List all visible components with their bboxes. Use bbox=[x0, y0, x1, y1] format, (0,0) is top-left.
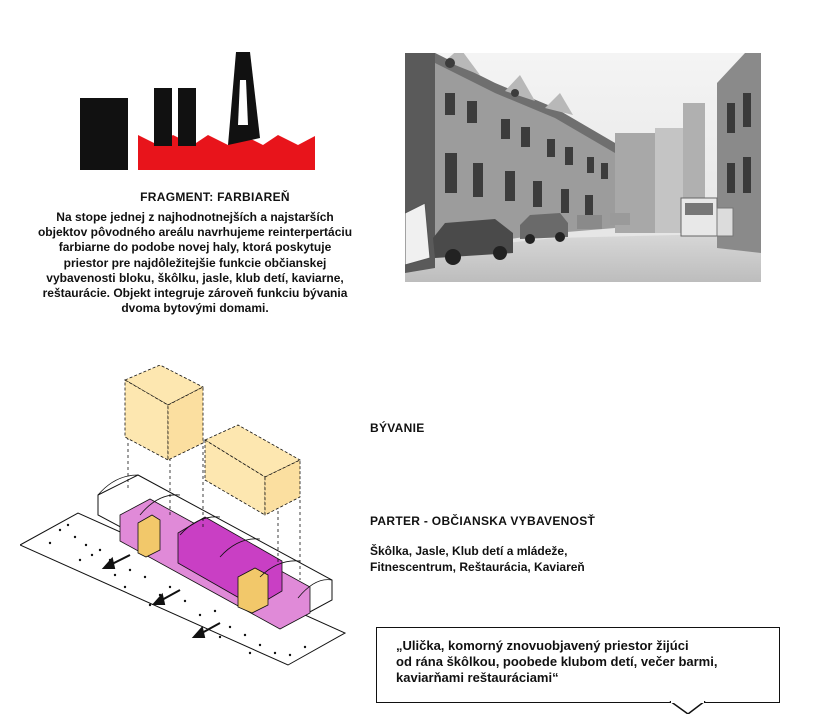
ground-floor-label: PARTER - OBČIANSKA VYBAVENOSŤ bbox=[370, 514, 596, 528]
functions-line: Škôlka, Jasle, Klub detí a mládeže, bbox=[370, 544, 568, 558]
description-line: objektov pôvodného areálu navrhujeme reinterpertáciu bbox=[37, 225, 353, 240]
speech-tail-icon bbox=[660, 701, 720, 714]
description-line: dvoma bytovými domami. bbox=[121, 301, 269, 316]
description bbox=[10, 210, 380, 316]
description-line: reštaurácie. Objekt integruje zároveň funkciu bývania bbox=[42, 286, 348, 301]
description-line: priestor pre najdôležitejšie funkcie občianskej bbox=[63, 255, 327, 270]
housing-label: BÝVANIE bbox=[370, 421, 425, 435]
housing-block-2 bbox=[205, 425, 300, 515]
logo-chimney-2 bbox=[178, 88, 196, 146]
axonometric-diagram bbox=[20, 365, 360, 710]
logo-block bbox=[80, 98, 128, 170]
housing-block-1 bbox=[125, 365, 203, 460]
quote-text bbox=[396, 638, 776, 686]
description-line: Na stope jednej z najhodnotnejších a najstarších bbox=[56, 210, 334, 224]
functions-line: Fitnescentrum, Reštaurácia, Kaviareň bbox=[370, 559, 585, 574]
section-title: FRAGMENT: FARBIAREŇ bbox=[140, 190, 290, 204]
description-line: farbiarne do podobe novej haly, ktorá poskytuje bbox=[58, 240, 332, 255]
yellow-volume-1 bbox=[138, 515, 160, 557]
quote-line: kaviarňami reštauráciami“ bbox=[396, 670, 559, 685]
description-line: vybavenosti bloku, škôlku, jasle, klub detí, kaviarne, bbox=[46, 270, 344, 285]
yellow-volume-2 bbox=[238, 568, 268, 613]
factory-logo-icon bbox=[78, 50, 318, 172]
quote-line: od rána škôlkou, poobede klubom detí, večer barmi, bbox=[396, 654, 718, 669]
logo-chimney-1 bbox=[154, 88, 172, 146]
quote-line: „Ulička, komorný znovuobjavený priestor žijúci bbox=[396, 638, 689, 653]
courtyard-photo bbox=[405, 53, 761, 282]
functions-list bbox=[370, 544, 670, 575]
